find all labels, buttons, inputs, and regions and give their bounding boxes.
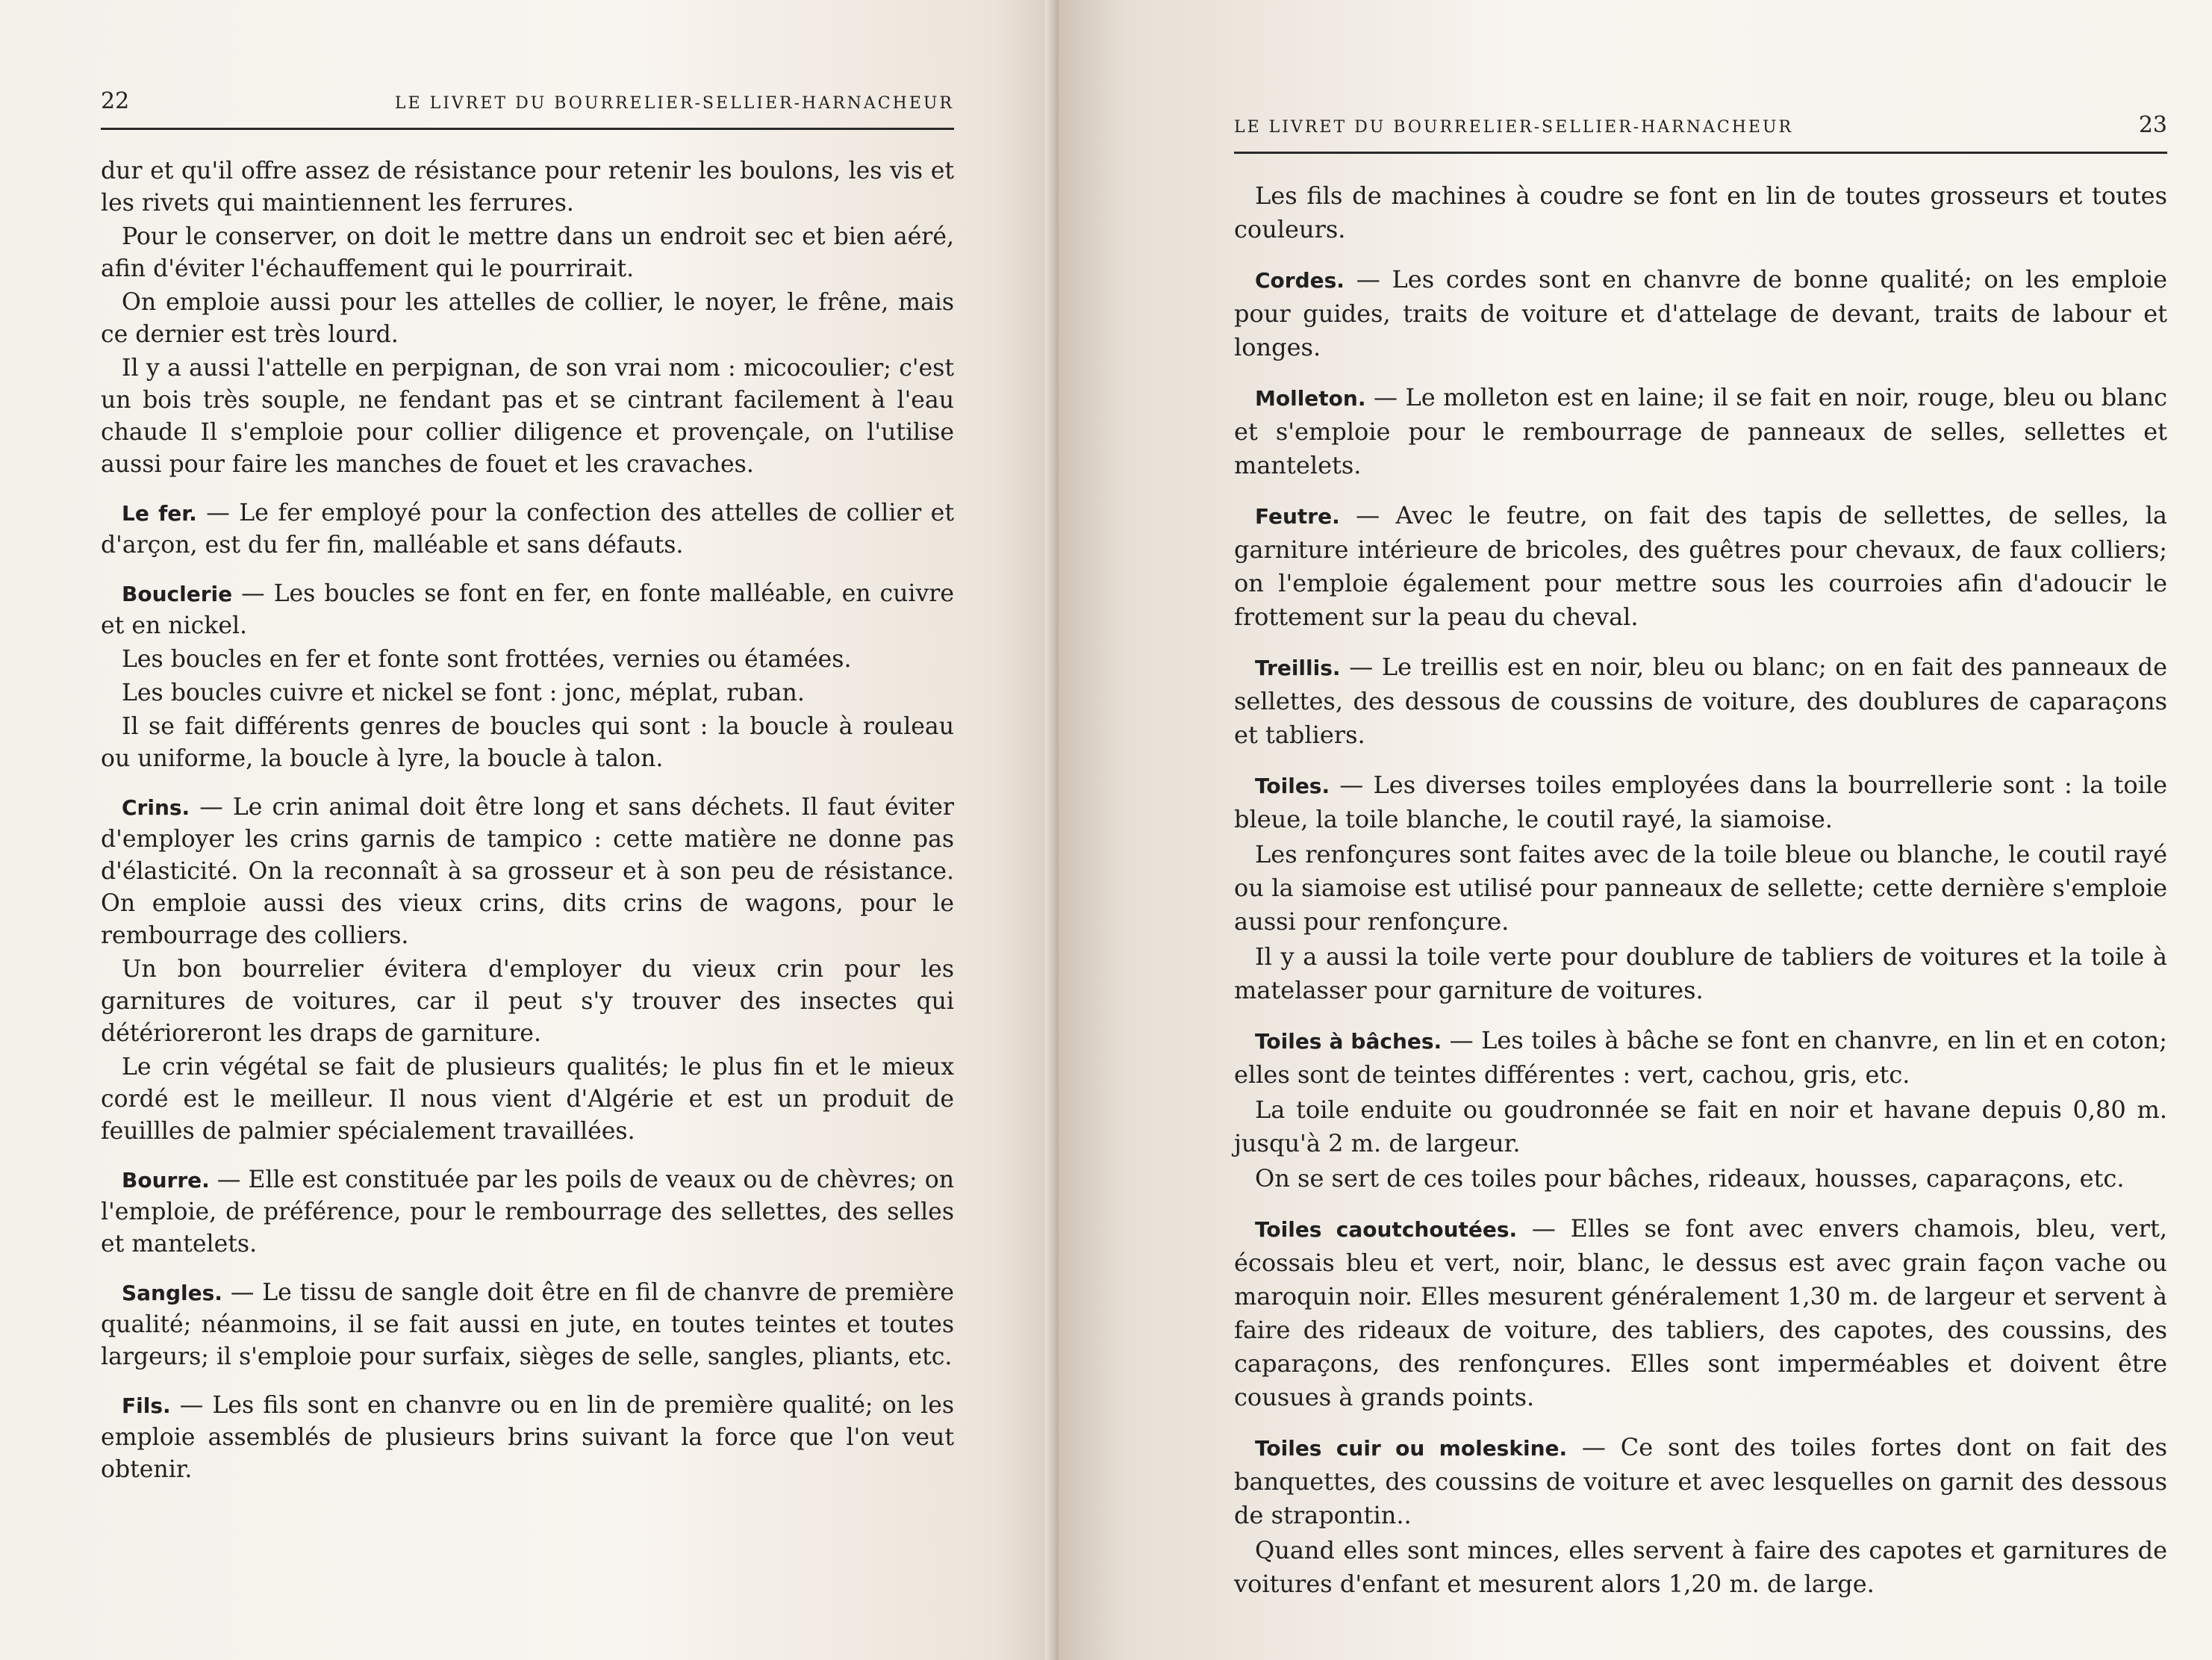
paragraph <box>101 711 954 775</box>
paragraph-text: — Le tissu de sangle doit être en fil de chanvre de première qualité; néanmoins, il se fait aussi en jute, en toutes teintes et toutes largeurs; il s'emploie pour surfaix, sièges de selle, sangles, pliants, etc. <box>101 1279 954 1370</box>
paragraph <box>1234 1534 2167 1601</box>
paragraph <box>101 1390 954 1486</box>
page-body <box>1234 179 2167 1601</box>
paragraph <box>1234 1093 2167 1160</box>
entry-term: Toiles à bâches. <box>1255 1029 1442 1054</box>
paragraph <box>1234 650 2167 752</box>
paragraph-text: — Le fer employé pour la confection des attelles de collier et d'arçon, est du fer fin, malléable et sans défauts. <box>101 500 954 559</box>
paragraph <box>1234 1162 2167 1196</box>
running-head <box>101 88 954 130</box>
paragraph-text: Un bon bourrelier évitera d'employer du vieux crin pour les garnitures de voitures, car il peut s'y trouver des insectes qui détérioreront les draps de garniture. <box>101 956 954 1047</box>
page-number: 22 <box>101 88 130 114</box>
paragraph-text: — Les cordes sont en chanvre de bonne qualité; on les emploie pour guides, traits de voiture et d'attelage de devant, traits de labour et longes. <box>1234 265 2167 361</box>
entry-term: Toiles. <box>1255 774 1330 798</box>
paragraph <box>101 1277 954 1373</box>
entry-term: Le fer. <box>122 501 197 526</box>
paragraph <box>101 677 954 709</box>
paragraph-text: Les boucles cuivre et nickel se font : jonc, méplat, ruban. <box>122 680 805 706</box>
paragraph-text: — Le molleton est en laine; il se fait en noir, rouge, bleu ou blanc et s'emploie pour le rembourrage de panneaux de selles, sellettes et mantelets. <box>1234 383 2167 479</box>
entry-term: Crins. <box>122 795 190 820</box>
paragraph <box>101 1164 954 1260</box>
running-head-title: LE LIVRET DU BOURRELIER-SELLIER-HARNACHEUR <box>394 94 954 113</box>
paragraph <box>1234 1431 2167 1532</box>
paragraph-text: dur et qu'il offre assez de résistance pour retenir les boulons, les vis et les rivets qui maintiennent les ferrures. <box>101 158 954 217</box>
paragraph-text: — Le treillis est en noir, bleu ou blanc; on en fait des panneaux de sellettes, des dessous de coussins de voiture, des doublures de caparaçons et tabliers. <box>1234 653 2167 749</box>
entry-term: Bourre. <box>122 1168 210 1193</box>
paragraph <box>1234 838 2167 939</box>
paragraph <box>101 792 954 952</box>
paragraph <box>1234 263 2167 364</box>
paragraph <box>1234 179 2167 246</box>
entry-term: Feutre. <box>1255 504 1340 529</box>
left-page <box>0 0 1059 1660</box>
paragraph <box>101 352 954 481</box>
paragraph <box>101 221 954 285</box>
paragraph <box>101 155 954 220</box>
paragraph-text: Il se fait différents genres de boucles qui sont : la boucle à rouleau ou uniforme, la boucle à lyre, la boucle à talon. <box>101 713 954 772</box>
entry-term: Cordes. <box>1255 268 1345 293</box>
paragraph-text: — Le crin animal doit être long et sans déchets. Il faut éviter d'employer les crins garnis de tampico : cette matière ne donne pas d'élasticité. On la reconnaît à sa grosseur et à son peu de résistance. On emploie aussi des vieux crins, dits crins de wagons, pour le rembourrage des colliers. <box>101 794 954 949</box>
paragraph-text: — Les fils sont en chanvre ou en lin de première qualité; on les emploie assemblés de plusieurs brins suivant la force que l'on veut obtenir. <box>101 1392 954 1483</box>
paragraph <box>101 497 954 562</box>
paragraph-text: — Elles se font avec envers chamois, bleu, vert, écossais bleu et vert, noir, blanc, le dessus est avec grain façon vache ou maroquin noir. Elles mesurent généralement 1,30 m. de largeur et servent à faire des rideaux de voiture, des tabliers, des capotes, des coussins, des caparaçons, des renfonçures. Elles sont imperméables et doivent être cousues à grands points. <box>1234 1214 2168 1411</box>
paragraph <box>101 1051 954 1148</box>
paragraph-text: — Ce sont des toiles fortes dont on fait des banquettes, des coussins de voiture et avec lesquelles on garnit des dessous de strapontin.. <box>1234 1433 2168 1529</box>
paragraph-text: Le crin végétal se fait de plusieurs qualités; le plus fin et le mieux cordé est le meilleur. Il nous vient d'Algérie et est un produit de feuillles de palmier spécialement travaillées. <box>101 1054 954 1145</box>
paragraph <box>1234 940 2167 1007</box>
paragraph <box>1234 381 2167 482</box>
paragraph <box>101 954 954 1050</box>
paragraph-text: On se sert de ces toiles pour bâches, rideaux, housses, caparaçons, etc. <box>1255 1164 2125 1193</box>
entry-term: Molleton. <box>1255 386 1366 411</box>
page-number: 23 <box>2138 112 2167 138</box>
paragraph-text: — Les boucles se font en fer, en fonte malléable, en cuivre et en nickel. <box>101 580 954 639</box>
paragraph-text: Les fils de machines à coudre se font en lin de toutes grosseurs et toutes couleurs. <box>1234 181 2167 243</box>
paragraph <box>1234 499 2167 634</box>
paragraph-text: La toile enduite ou goudronnée se fait en noir et havane depuis 0,80 m. jusqu'à 2 m. de largeur. <box>1234 1095 2167 1157</box>
paragraph-text: Les renfonçures sont faites avec de la toile bleue ou blanche, le coutil rayé ou la siamoise est utilisé pour panneaux de sellette; cette dernière s'emploie aussi pour renfonçure. <box>1234 840 2167 936</box>
paragraph-text: Quand elles sont minces, elles servent à faire des capotes et garnitures de voitures d'enfant et mesurent alors 1,20 m. de large. <box>1234 1536 2167 1598</box>
entry-term: Bouclerie <box>122 582 233 606</box>
paragraph-text: Il y a aussi l'attelle en perpignan, de son vrai nom : micocoulier; c'est un bois très souple, ne fendant pas et se cintrant facilement à l'eau chaude Il s'emploie pour collier diligence et provençale, on l'utilise aussi pour faire les manches de fouet et les cravaches. <box>101 355 954 478</box>
running-head <box>1234 112 2167 154</box>
page-body <box>101 155 954 1486</box>
entry-term: Fils. <box>122 1393 171 1418</box>
paragraph <box>1234 1212 2167 1414</box>
paragraph-text: — Elle est constituée par les poils de veaux ou de chèvres; on l'emploie, de préférence, pour le rembourrage des sellettes, des selles et mantelets. <box>101 1166 954 1258</box>
entry-term: Sangles. <box>122 1281 222 1305</box>
paragraph-text: Il y a aussi la toile verte pour doublure de tabliers de voitures et la toile à matelasser pour garniture de voitures. <box>1234 942 2167 1004</box>
entry-term: Toiles caoutchoutées. <box>1255 1217 1518 1242</box>
paragraph-text: — Avec le feutre, on fait des tapis de sellettes, de selles, la garniture intérieure de bricoles, des guêtres pour chevaux, de faux colliers; on l'emploie également pour mettre sous les courroies afin d'adoucir le frottement sur la peau du cheval. <box>1234 501 2167 631</box>
running-head-title: LE LIVRET DU BOURRELIER-SELLIER-HARNACHEUR <box>1234 118 1794 137</box>
right-page <box>1059 0 2212 1660</box>
entry-term: Toiles cuir ou moleskine. <box>1255 1436 1568 1461</box>
paragraph <box>101 644 954 676</box>
paragraph <box>101 287 954 351</box>
paragraph <box>101 578 954 642</box>
paragraph <box>1234 1024 2167 1092</box>
paragraph-text: Les boucles en fer et fonte sont frottées, vernies ou étamées. <box>122 646 852 673</box>
entry-term: Treillis. <box>1255 656 1341 680</box>
paragraph-text: On emploie aussi pour les attelles de collier, le noyer, le frêne, mais ce dernier est très lourd. <box>101 289 954 348</box>
paragraph-text: — Les toiles à bâche se font en chanvre, en lin et en coton; elles sont de teintes différentes : vert, cachou, gris, etc. <box>1234 1026 2168 1089</box>
paragraph-text: — Les diverses toiles employées dans la bourrellerie sont : la toile bleue, la toile blanche, le coutil rayé, la siamoise. <box>1234 771 2167 833</box>
paragraph <box>1234 768 2167 836</box>
paragraph-text: Pour le conserver, on doit le mettre dans un endroit sec et bien aéré, afin d'éviter l'échauffement qui le pourrirait. <box>101 223 954 282</box>
